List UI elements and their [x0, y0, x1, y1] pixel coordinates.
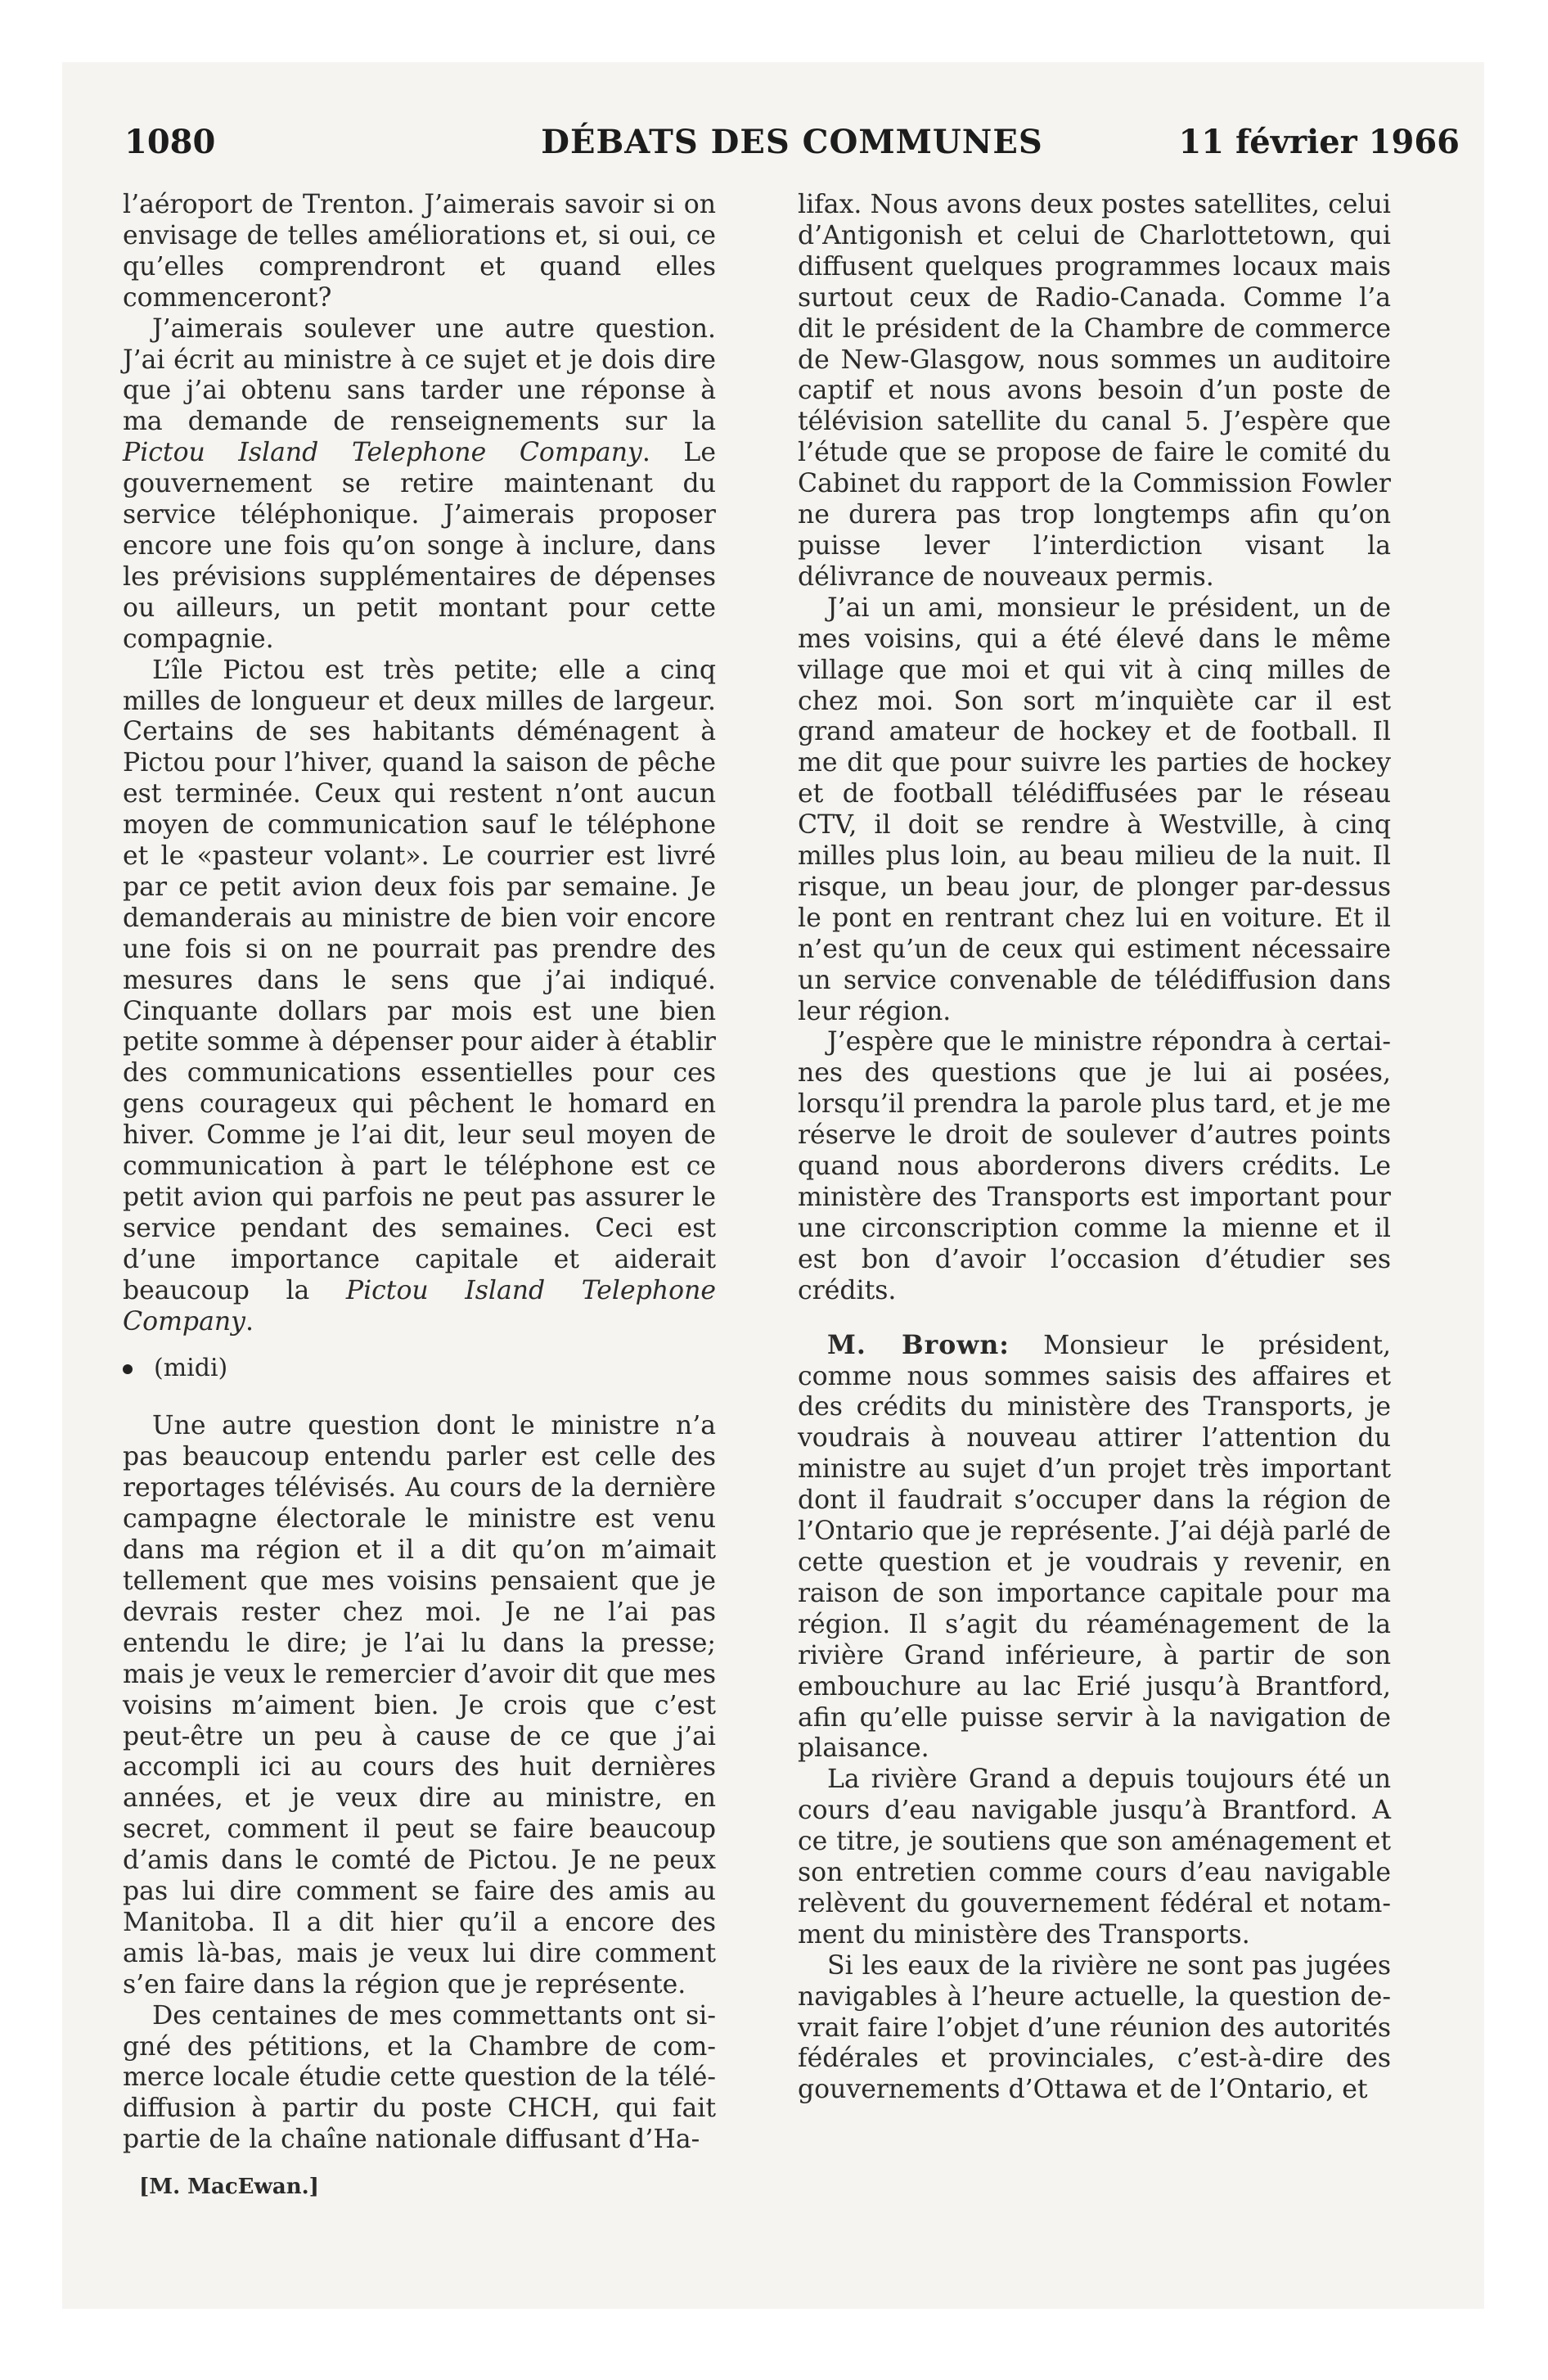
bullet-icon [123, 1364, 133, 1374]
paragraph: lifax. Nous avons deux postes satellites, celui d’Antigonish et celui de Charlottetown, qui diffusent quelques programmes locaux mais surtout ceux de Radio-Canada. Comme l’a dit le président de la Chambre de commerce de New-Glasgow, nous sommes un auditoire captif et nous avons besoin d’un poste de télévision satellite du canal 5. J’espère que l’étude que se propose de faire le comité du Cabinet du rapport de la Commission Fowler ne durera pas trop longtemps afin qu’on puisse lever l’interdiction visant la délivrance de nouveaux permis. [798, 190, 1391, 592]
paragraph: La rivière Grand a depuis toujours été un cours d’eau navigable jusqu’à Brantford. A ce titre, je soutiens que son aménagement et son entretien comme cours d’eau navigable relèvent du gouvernement fédéral et notamment du ministère des Transports. [798, 1765, 1391, 1950]
company-name: Pictou Island Telephone Company [123, 1275, 716, 1336]
time-marker: (midi) [123, 1353, 716, 1384]
paragraph: l’aéroport de Trenton. J’aimerais savoir si on envisage de telles améliorations et, si oui, ce qu’elles comprendront et quand elles commenceront? [123, 190, 716, 313]
paragraph: Une autre question dont le ministre n’a pas beaucoup entendu parler est celle des reportages télévisés. Au cours de la dernière campagne électorale le ministre est venu dans ma région et il a dit qu’on m’aimait tellement que mes voisins pensaient que je devrais rester chez moi. Je ne l’ai pas entendu le dire; je l’ai lu dans la presse; mais je veux le remercier d’avoir dit que mes voisins m’aiment bien. Je crois que c’est peut-être un peu à cause de ce que j’ai accompli ici au cours des huit dernières années, et je veux dire au ministre, en secret, comment il peut se faire beaucoup d’amis dans le comté de Pictou. Je ne peux pas lui dire comment se faire des amis au Manitoba. Il a dit hier qu’il a encore des amis là-bas, mais je veux lui dire comment s’en faire dans la région que je représente. [123, 1411, 716, 1999]
page-date: 11 février 1966 [1178, 123, 1460, 161]
left-column [123, 190, 716, 2203]
paragraph: Des centaines de mes commettants ont signé des pétitions, et la Chambre de commerce locale étudie cette question de la télédiffusion à partir du poste CHCH, qui fait partie de la chaîne nationale diffusant d’Ha- [123, 2000, 716, 2155]
paragraph: Si les eaux de la rivière ne sont pas jugées navigables à l’heure actuelle, la question devrait faire l’objet d’une réunion des autorités fédérales et provinciales, c’est-à-dire des gouvernements d’Ottawa et de l’Ontario, et [798, 1950, 1391, 2105]
publication-title: DÉBATS DES COMMUNES [541, 123, 1043, 161]
paragraph: J’aimerais soulever une autre question. J’ai écrit au ministre à ce sujet et je dois dire que j’ai obtenu sans tarder une réponse à ma demande de renseignements sur la Pictou Island Telephone Company. Le gouvernement se retire maintenant du service téléphonique. J’aimerais proposer encore une fois qu’on songe à inclure, dans les prévisions supplémentaires de dépenses ou ailleurs, un petit montant pour cette compagnie. [123, 313, 716, 654]
page-header [124, 123, 1460, 164]
company-name: Pictou Island Telephone Company [123, 438, 642, 468]
paragraph: J’espère que le ministre répondra à certaines des questions que je lui ai posées, lorsqu’il prendra la parole plus tard, et je me réserve le droit de soulever d’autres points quand nous aborderons divers crédits. Le ministère des Transports est important pour une circonscription comme la mienne et il est bon d’avoir l’occasion d’étudier ses crédits. [798, 1027, 1391, 1305]
paragraph: J’ai un ami, monsieur le président, un de mes voisins, qui a été élevé dans le même village que moi et qui vit à cinq milles de chez moi. Son sort m’inquiète car il est grand amateur de hockey et de football. Il me dit que pour suivre les parties de hockey et de football télédiffusées par le réseau CTV, il doit se rendre à Westville, à cinq milles plus loin, au beau milieu de la nuit. Il risque, un beau jour, de plonger par-dessus le pont en rentrant chez lui en voiture. Et il n’est qu’un de ceux qui estiment nécessaire un service convenable de télédiffusion dans leur région. [798, 593, 1391, 1026]
speaker-attribution: [M. MacEwan.] [139, 2175, 319, 2200]
page-number: 1080 [124, 123, 216, 161]
paragraph: M. Brown: Monsieur le président, comme nous sommes saisis des affaires et des crédits du ministère des Transports, je voudrais à nouveau attirer l’attention du ministre au sujet d’un projet très important dont il faudrait s’occuper dans la région de l’Ontario que je représente. J’ai déjà parlé de cette question et je voudrais y revenir, en raison de son importance capitale pour ma région. Il s’agit du réaménagement de la rivière Grand inférieure, à partir de son embouchure au lac Erié jusqu’à Brantford, afin qu’elle puisse servir à la navigation de plaisance. [798, 1329, 1391, 1764]
paragraph: L’île Pictou est très petite; elle a cinq milles de longueur et deux milles de largeur. Certains de ses habitants déménagent à Pictou pour l’hiver, quand la saison de pêche est terminée. Ceux qui restent n’ont aucun moyen de communication sauf le téléphone et le «pasteur volant». Le courrier est livré par ce petit avion deux fois par semaine. Je demanderais au ministre de bien voir encore une fois si on ne pourrait pas prendre des mesures dans le sens que j’ai indiqué. Cinquante dollars par mois est une bien petite somme à dépenser pour aider à établir des communications essentielles pour ces gens courageux qui pêchent le homard en hiver. Comme je l’ai dit, leur seul moyen de communication à part le téléphone est ce petit avion qui parfois ne peut pas assurer le service pendant des semaines. Ceci est d’une importance capitale et aiderait beaucoup la Pictou Island Telephone Company. [123, 655, 716, 1336]
speaker-name: M. Brown: [827, 1329, 1010, 1360]
right-column [798, 190, 1391, 2106]
